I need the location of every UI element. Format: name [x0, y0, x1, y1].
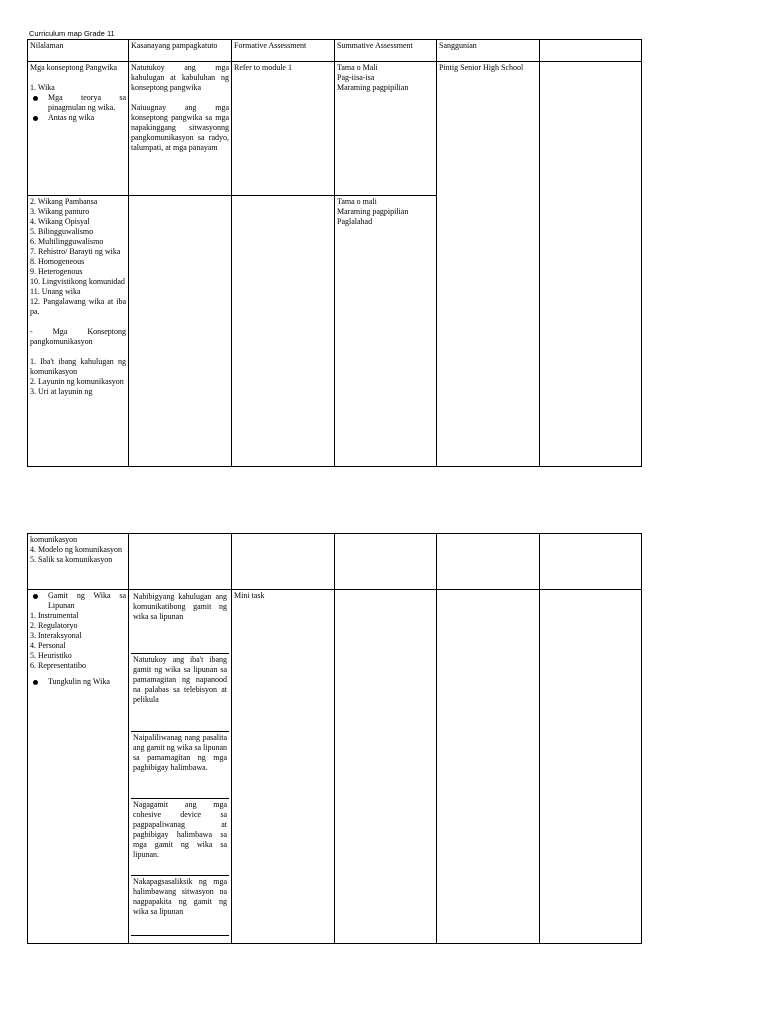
kasanayan-cell — [129, 62, 232, 196]
nilalaman-subtitle: - Mga Konseptong pangkomunikasyon — [30, 327, 126, 346]
formative-cell — [232, 196, 335, 467]
kasanayan-cell — [129, 590, 232, 944]
blank-cell — [540, 534, 642, 590]
header-nilalaman: Nilalaman — [28, 40, 129, 62]
bullet-icon — [33, 594, 38, 599]
header-sanggunian: Sanggunian — [437, 40, 540, 62]
kasanayan-item: Naiuugnay ang mga konseptong pangwika sa mga napakinggang sitwasyonng pangkomunikasyon sa radyo, talumpati, at mga panayam — [131, 103, 229, 152]
nilalaman-cell: komunikasyon 4. Modelo ng komunikasyon 5. Salik sa komunikasyon — [28, 534, 129, 590]
bullet-icon — [33, 96, 38, 101]
nilalaman-cell: Gamit ng Wika sa Lipunan 1. Instrumental 2. Regulatoryo 3. Interaksyonal 4. Personal 5. Heuristiko 6. Representatibo Tungkulin ng Wika — [28, 590, 129, 944]
kasanayan-cell — [129, 196, 232, 467]
summative-cell — [335, 590, 437, 944]
nilalaman-cell — [28, 62, 129, 196]
sanggunian-cell — [437, 590, 540, 944]
table-header-row — [28, 40, 642, 62]
bullet-item: Mga teorya sa pinagmulan ng wika. — [30, 93, 126, 113]
bullet-item: Tungkulin ng Wika — [30, 677, 126, 687]
header-kasanayan: Kasanayang pampagkatuto — [129, 40, 232, 62]
formative-cell: Mini task — [232, 590, 335, 944]
kasanayan-cell — [129, 534, 232, 590]
curriculum-table-1 — [27, 39, 642, 467]
blank-cell — [540, 590, 642, 944]
nilalaman-title: Mga konseptong Pangwika — [30, 63, 118, 72]
kasanayan-item: Nakapagsasaliksik ng mga halimbawang sitwasyon na nagpapakita ng gamit ng wika sa lipunan — [131, 876, 229, 936]
kasanayan-item: Naipaliliwanag nang pasalita ang gamit ng wika sa lipunan sa pamamagitan ng mga pagbibigay halimbawa. — [131, 732, 229, 799]
bullet-item: Antas ng wika — [30, 113, 126, 123]
document-caption: Curriculum map Grade 11 — [29, 29, 115, 38]
nilalaman-item: 1. Wika — [30, 83, 55, 92]
kasanayan-item: Natutukoy ang iba't ibang gamit ng wika sa lipunan sa pamamagitan ng napanood na palabas sa telebisyon at pelikula — [131, 654, 229, 732]
header-blank — [540, 40, 642, 62]
summative-cell — [335, 534, 437, 590]
table-row — [28, 62, 642, 196]
nilalaman-cell: 2. Wikang Pambansa 3. Wikang panturo 4. Wikang Opisyal 5. Bilingguwalismo 6. Multilingguwalismo 7. Rehistro/ Barayti ng wika 8. Homogeneous 9. Heterogenous 10. Lingvistikong komunidad 11. Unang wika 12. Pangalawang wika at iba pa. - Mga Konseptong pangkomunikasyon 1. Iba't ibang kahulugan ng komunikasyon 2. Layunin ng komunikasyon 3. Uri at layunin ng — [28, 196, 129, 467]
formative-cell — [232, 534, 335, 590]
summative-cell: Tama o mali Maraming pagpipilian Paglalahad — [335, 196, 437, 467]
header-summative: Summative Assessment — [335, 40, 437, 62]
kasanayan-item: Natutukoy ang mga kahulugan at kabuluhan ng konseptong pangwika — [131, 63, 229, 92]
header-formative: Formative Assessment — [232, 40, 335, 62]
formative-cell: Refer to module 1 — [232, 62, 335, 196]
sanggunian-cell — [437, 534, 540, 590]
bullet-icon — [33, 680, 38, 685]
kasanayan-item: Nabibigyang kahulugan ang komunikatibong gamit ng wika sa lipunan — [131, 591, 229, 654]
table-row — [28, 590, 642, 944]
table-row — [28, 534, 642, 590]
summative-cell: Tama o Mali Pag-iisa-isa Maraming pagpipilian — [335, 62, 437, 196]
curriculum-table-2 — [27, 533, 642, 944]
bullet-icon — [33, 116, 38, 121]
bullet-item: Gamit ng Wika sa Lipunan — [30, 591, 126, 611]
kasanayan-item: Nagagamit ang mga cohesive device sa pagpapaliwanag at pagbibigay halimbawa sa mga gamit ng wika sa lipunan. — [131, 799, 229, 876]
blank-cell — [540, 62, 642, 467]
sanggunian-cell: Pintig Senior High School — [437, 62, 540, 467]
kasanayan-empty — [131, 936, 229, 942]
